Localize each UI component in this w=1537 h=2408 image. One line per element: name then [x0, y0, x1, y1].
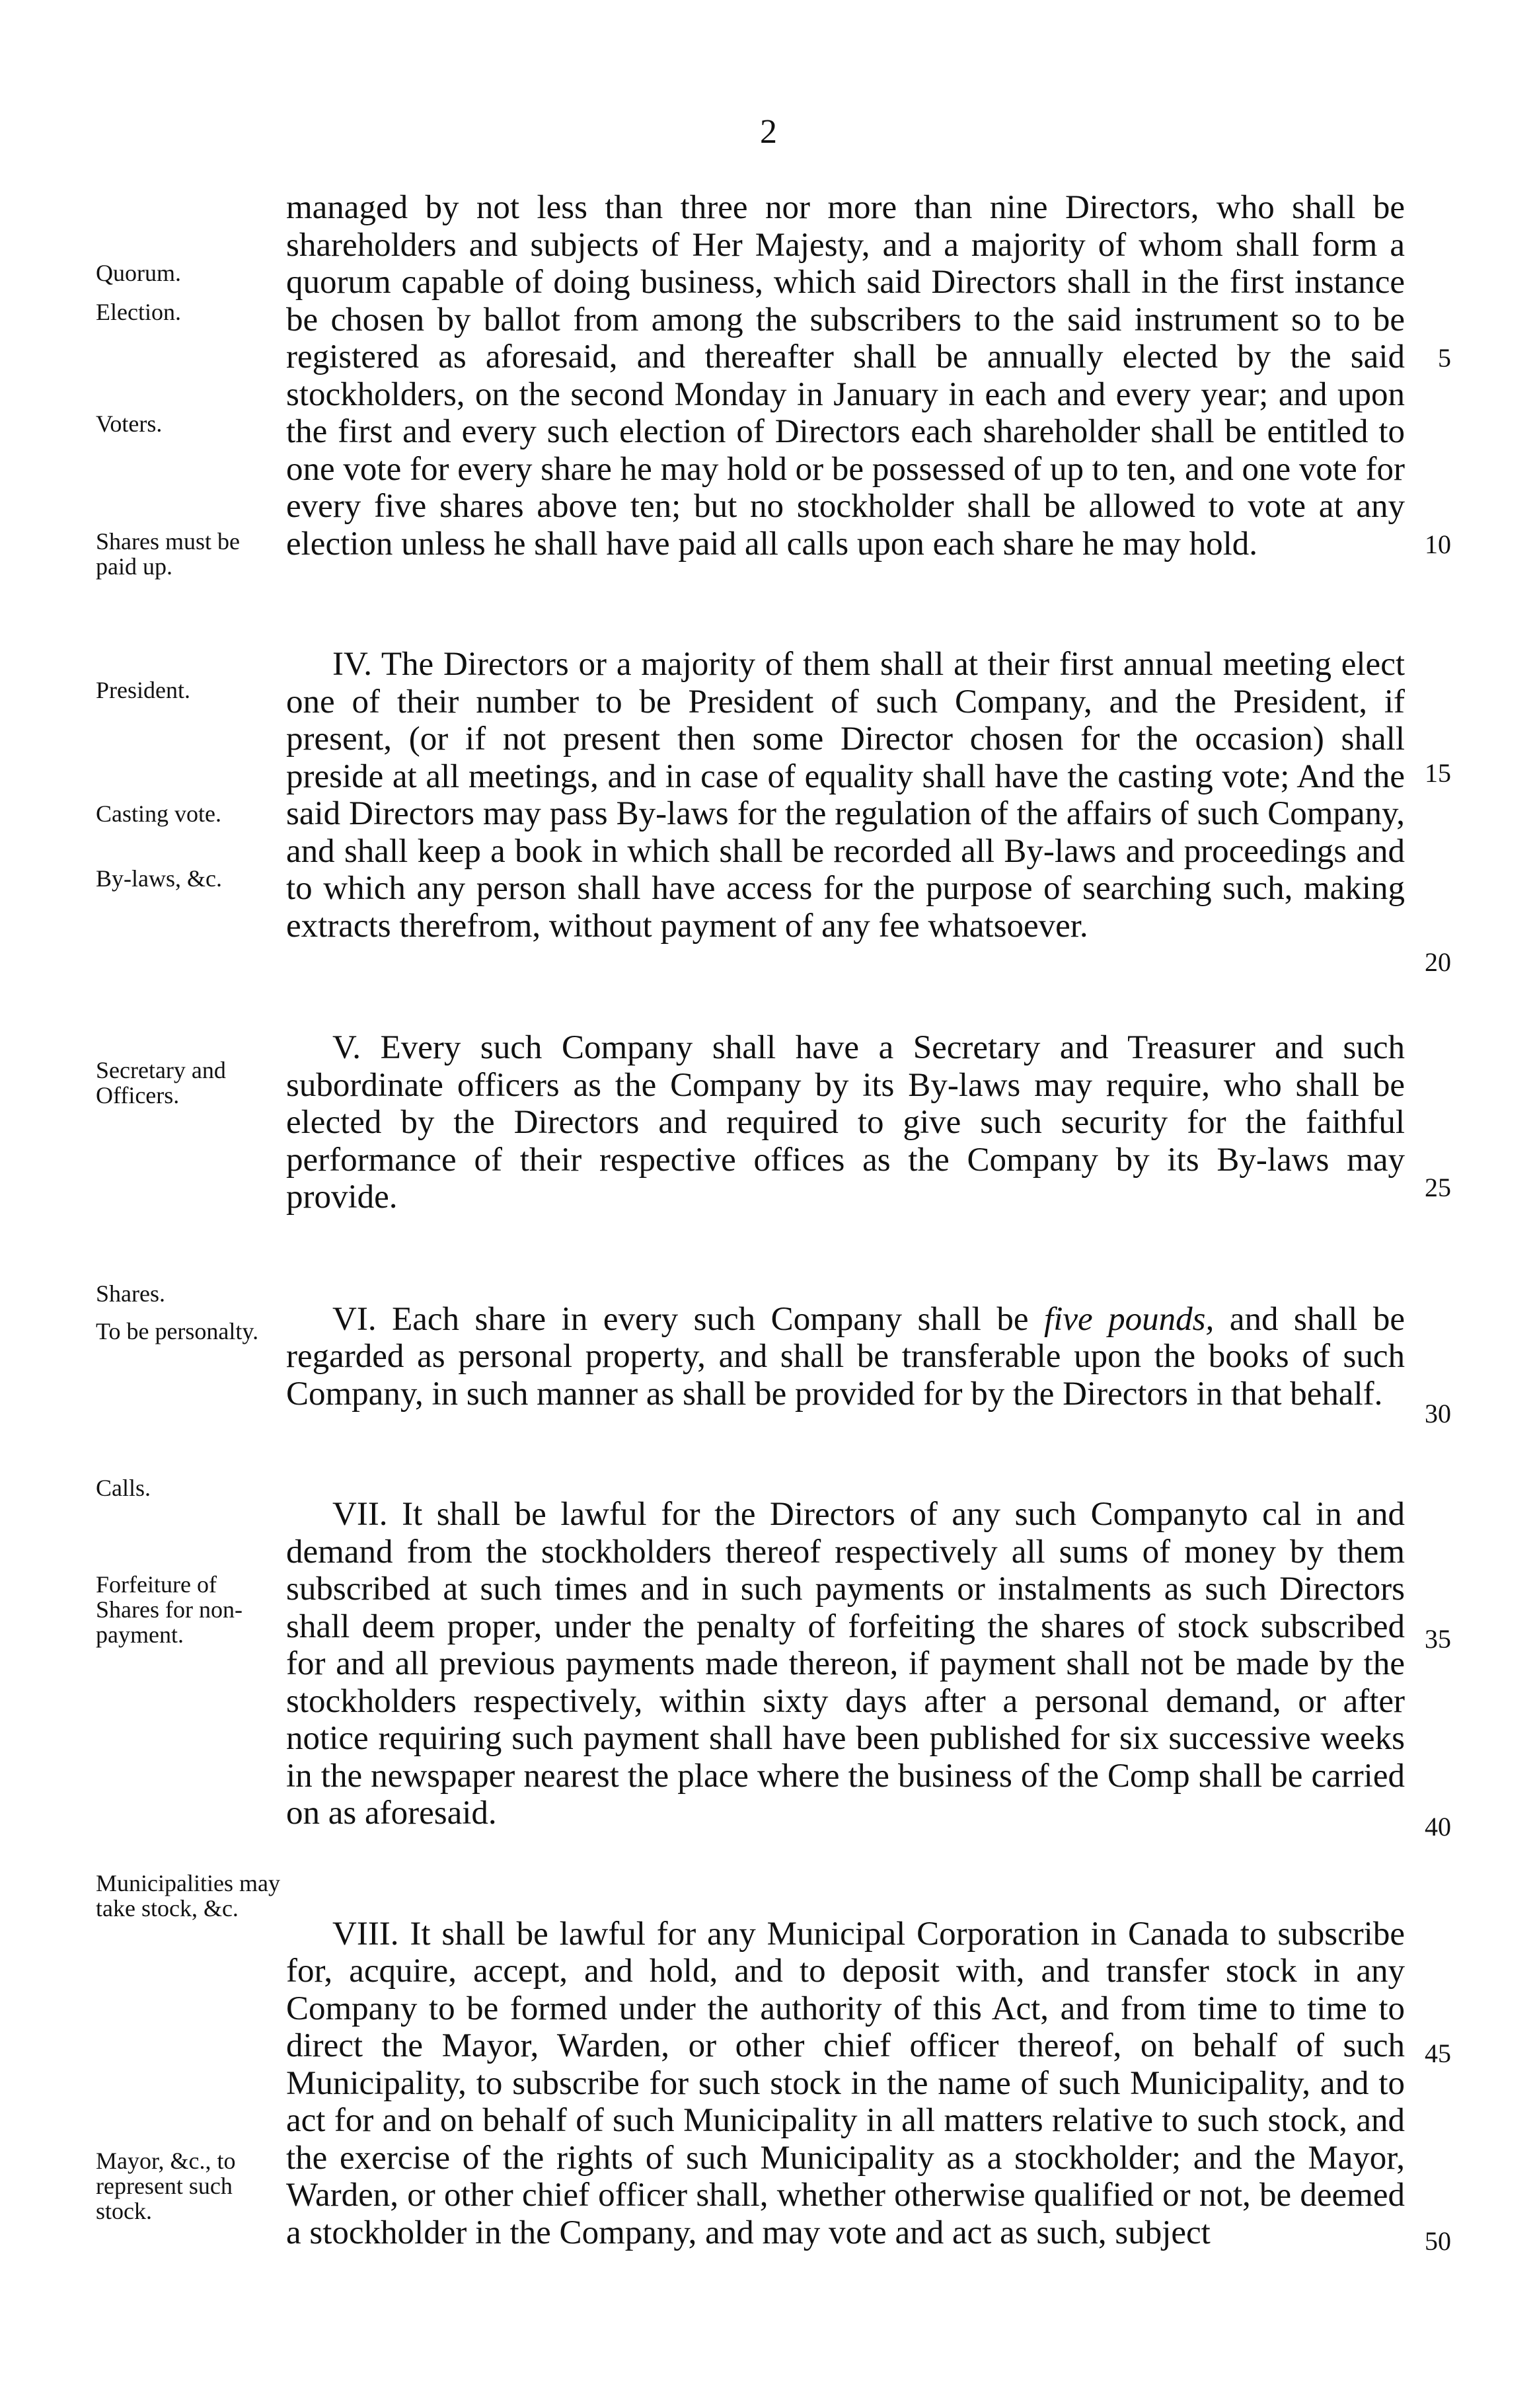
margin-note-calls: Calls. — [96, 1475, 151, 1501]
paragraph-vi — [286, 1301, 1405, 1413]
line-number-45: 45 — [1425, 2039, 1451, 2068]
line-number-15: 15 — [1425, 758, 1451, 788]
line-number-20: 20 — [1425, 947, 1451, 977]
statute-text — [286, 189, 1405, 2251]
paragraph-viii: VIII. It shall be lawful for any Municipal Corporation in Canada to subscribe for, acquire, accept, and hold, and to deposit with, and transfer stock in any Company to be formed under the authority of this Act, and from time to time to direct the Mayor, Warden, or other chief officer thereof, on behalf of such Municipality, to subscribe for such stock in the name of such Municipality, and to act for and on behalf of such Municipality in all matters relative to such stock, and the exercise of the rights of such Municipality as a stockholder; and the Mayor, Warden, or other chief officer shall, whether otherwise qualified or not, be deemed a stockholder in the Company, and may vote and act as such, subject — [286, 1915, 1405, 2251]
paragraph-vi-text-end: and shall be regarded as personal property, and shall be transferable upon the books of such Company, in such manner as shall be provided for by the Directors in that behalf. — [286, 1300, 1405, 1413]
margin-note-casting-vote: Casting vote. — [96, 800, 221, 827]
line-number-40: 40 — [1425, 1812, 1451, 1842]
line-number-10: 10 — [1425, 529, 1451, 559]
paragraph-vii: VII. It shall be lawful for the Directors of any such Companyto cal in and demand from the stockholders thereof respectively all sums of money by them subscribed at such times and in such payments or instalments as such Directors shall deem proper, under the penalty of forfeiting the shares of stock subscribed for and all previous payments made thereon, if payment shall not be made by the stockholders respectively, within sixty days after a personal demand, or after notice requiring such payment shall have been published for six successive weeks in the newspaper nearest the place where the business of the Comp shall be carried on as aforesaid. — [286, 1496, 1405, 1832]
page-number: 2 — [760, 113, 777, 151]
margin-note-voters: Voters. — [96, 410, 163, 437]
margin-note-municipalities: Municipalities may take stock, &c. — [96, 1870, 280, 1922]
paragraph-v: V. Every such Company shall have a Secretary and Treasurer and such subordinate officers as the Company by its By-laws may require, who shall be elected by the Directors and required to give such security for the faithful performance of their respective offices as the Company by its By-laws may provide. — [286, 1029, 1405, 1216]
line-number-5: 5 — [1438, 343, 1451, 373]
paragraph-continuation: managed by not less than three nor more than nine Directors, who shall be shareholders and subjects of Her Majesty, and a majority of whom shall form a quorum capable of doing business, which said Directors shall in the first instance be chosen by ballot from among the subscribers to the said instrument so to be registered as aforesaid, and thereafter shall be annually elected by the said stockholders, on the second Monday in January in each and every year; and upon the first and every such election of Directors each shareholder shall be entitled to one vote for every share he may hold or be possessed of up to ten, and one vote for every five shares above ten; but no stockholder shall be allowed to vote at any election unless he shall have paid all calls upon each share he may hold. — [286, 189, 1405, 563]
share-value-emphasis: five pounds, — [1044, 1300, 1215, 1338]
line-number-50: 50 — [1425, 2226, 1451, 2256]
paragraph-vi-text-start: VI. Each share in every such Company shall be — [332, 1300, 1045, 1338]
paragraph-iv: IV. The Directors or a majority of them shall at their first annual meeting elect one of their number to be President of such Company, and the President, if present, (or if not present then some Director chosen for the occasion) shall preside at all meetings, and in case of equality shall have the casting vote; And the said Directors may pass By-laws for the regulation of the affairs of such Company, and shall keep a book in which shall be recorded all By-laws and proceedings and to which any person shall have access for the purpose of searching such, making extracts therefrom, without payment of any fee whatsoever. — [286, 646, 1405, 945]
margin-note-shares: Shares. — [96, 1280, 165, 1307]
margin-note-quorum: Quorum. — [96, 260, 181, 286]
line-number-30: 30 — [1425, 1399, 1451, 1428]
line-number-35: 35 — [1425, 1624, 1451, 1654]
margin-note-shares-paid-up: Shares must be paid up. — [96, 528, 240, 580]
margin-note-president: President. — [96, 677, 190, 703]
margin-note-election: Election. — [96, 299, 181, 325]
margin-note-personalty: To be personalty. — [96, 1318, 259, 1344]
margin-note-mayor: Mayor, &c., to represent such stock. — [96, 2148, 236, 2224]
margin-note-bylaws: By-laws, &c. — [96, 865, 222, 892]
line-number-25: 25 — [1425, 1173, 1451, 1202]
margin-note-secretary: Secretary and Officers. — [96, 1057, 226, 1108]
margin-note-forfeiture: Forfeiture of Shares for non-payment. — [96, 1571, 243, 1648]
